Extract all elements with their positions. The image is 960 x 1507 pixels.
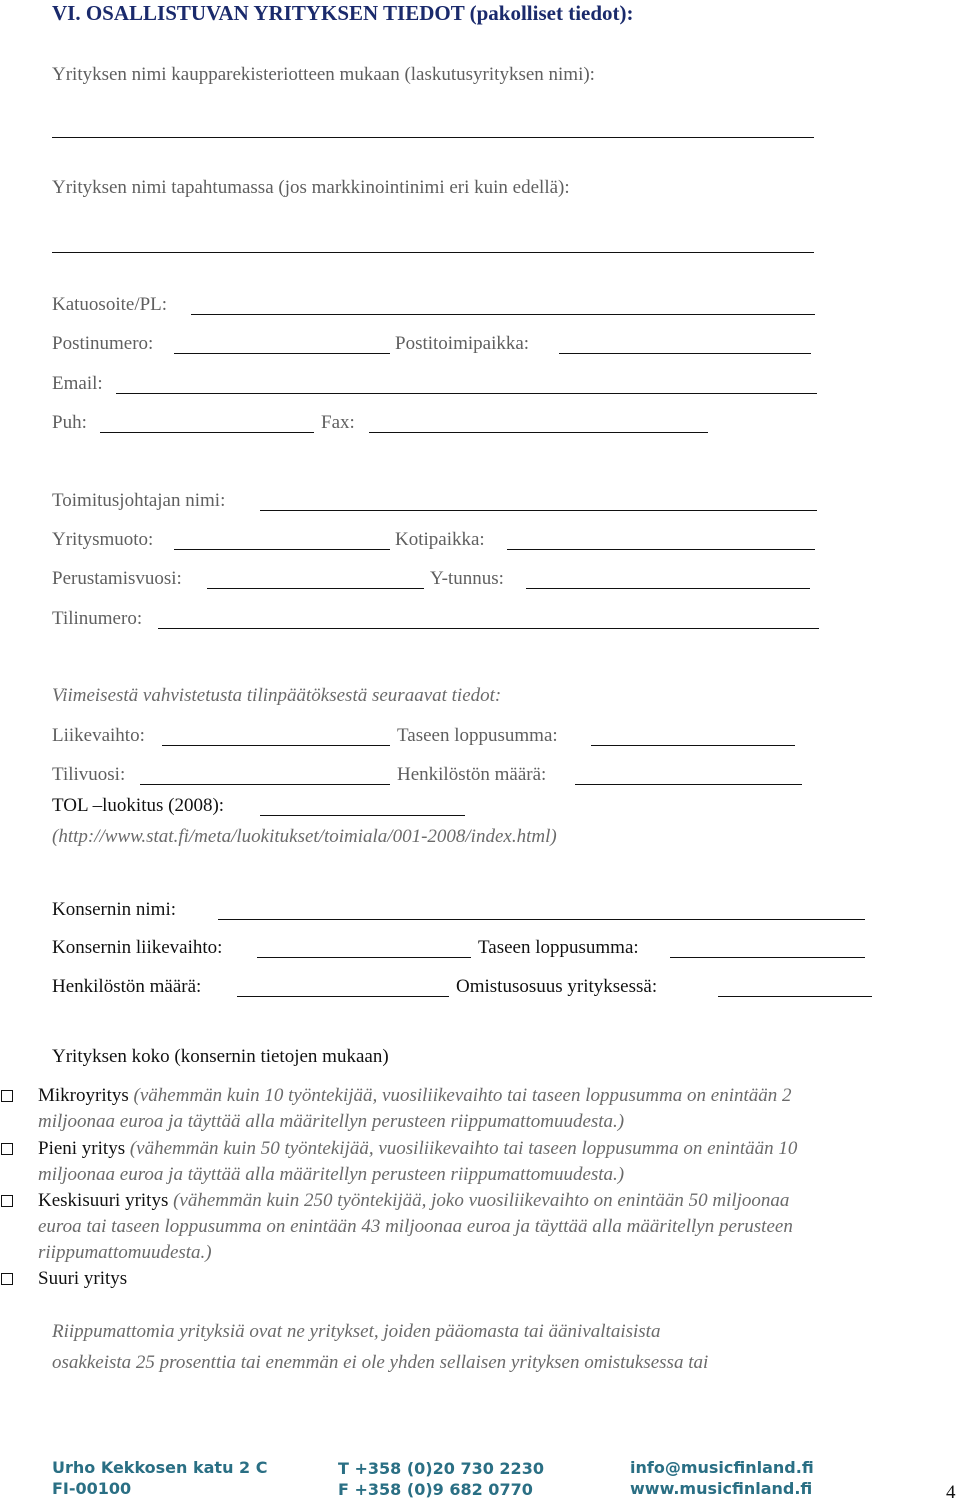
independence-note-2: osakkeista 25 prosenttia tai enemmän ei ole yhden sellaisen yrityksen omistuksessa tai — [52, 1352, 709, 1373]
account-label: Tilinumero: — [52, 608, 143, 629]
financials-intro: Viimeisestä vahvistetusta tilinpäätöksestä seuraavat tiedot: — [52, 685, 502, 706]
tol-url[interactable]: (http://www.stat.fi/meta/luokitukset/toimiala/001-2008/index.html) — [52, 826, 557, 847]
section-title: VI. OSALLISTUVAN YRITYKSEN TIEDOT (pakolliset tiedot): — [52, 1, 634, 25]
footer-fax: F +358 (0)9 682 0770 — [338, 1480, 533, 1499]
group-turnover-field[interactable] — [257, 957, 471, 958]
group-balance-field[interactable] — [670, 957, 865, 958]
micro-label: Mikroyritys — [38, 1085, 129, 1106]
footer-postcode: FI-00100 — [52, 1479, 132, 1498]
company-form-field[interactable] — [174, 549, 390, 550]
medium-checkbox[interactable] — [1, 1195, 13, 1207]
footer-street: Urho Kekkosen katu 2 C — [52, 1458, 268, 1477]
email-field[interactable] — [116, 393, 817, 394]
footer-email[interactable]: info@musicfinland.fi — [630, 1458, 814, 1477]
turnover-field[interactable] — [162, 745, 390, 746]
ownership-label: Omistusosuus yrityksessä: — [456, 976, 658, 997]
company-name-label: Yrityksen nimi kaupparekisteriotteen mukaan (laskutusyrityksen nimi): — [52, 64, 595, 85]
small-label: Pieni yritys — [38, 1138, 126, 1159]
medium-desc-1: (vähemmän kuin 250 työntekijää, joko vuosiliikevaihto on enintään 50 miljoonaa — [173, 1190, 790, 1211]
large-label: Suuri yritys — [38, 1268, 128, 1289]
balance-field[interactable] — [591, 745, 795, 746]
event-name-field[interactable] — [52, 252, 814, 253]
group-name-field[interactable] — [218, 919, 865, 920]
phone-field[interactable] — [100, 432, 314, 433]
company-form-label: Yritysmuoto: — [52, 529, 154, 550]
postcode-label: Postinumero: — [52, 333, 154, 354]
fiscal-year-field[interactable] — [140, 784, 390, 785]
business-id-field[interactable] — [526, 588, 810, 589]
email-label: Email: — [52, 373, 103, 394]
small-checkbox[interactable] — [1, 1143, 13, 1155]
small-desc-1: (vähemmän kuin 50 työntekijää, vuosiliikevaihto tai taseen loppusumma on enintään 10 — [129, 1138, 798, 1159]
fax-field[interactable] — [369, 432, 708, 433]
turnover-label: Liikevaihto: — [52, 725, 145, 746]
ceo-label: Toimitusjohtajan nimi: — [52, 490, 226, 511]
group-staff-field[interactable] — [237, 996, 449, 997]
medium-desc-2: euroa tai taseen loppusumma on enintään 43 miljoonaa euroa ja täyttää alla määritellyn perusteen — [38, 1216, 793, 1237]
founded-label: Perustamisvuosi: — [52, 568, 182, 589]
large-checkbox[interactable] — [1, 1273, 13, 1285]
size-heading: Yrityksen koko (konsernin tietojen mukaan) — [52, 1046, 389, 1067]
group-staff-label: Henkilöstön määrä: — [52, 976, 202, 997]
group-balance-label: Taseen loppusumma: — [478, 937, 639, 958]
micro-checkbox[interactable] — [1, 1090, 13, 1102]
balance-label: Taseen loppusumma: — [397, 725, 558, 746]
independence-note-1: Riippumattomia yrityksiä ovat ne yritykset, joiden pääomasta tai äänivaltaisista — [52, 1321, 661, 1342]
footer-web[interactable]: www.musicfinland.fi — [630, 1479, 813, 1498]
ownership-field[interactable] — [718, 996, 872, 997]
event-name-label: Yrityksen nimi tapahtumassa (jos markkinointinimi eri kuin edellä): — [52, 177, 570, 198]
founded-field[interactable] — [207, 588, 424, 589]
staff-label: Henkilöstön määrä: — [397, 764, 547, 785]
account-field[interactable] — [158, 628, 819, 629]
post-office-label: Postitoimipaikka: — [395, 333, 530, 354]
micro-desc-1: (vähemmän kuin 10 työntekijää, vuosiliikevaihto tai taseen loppusumma on enintään 2 — [133, 1085, 792, 1106]
group-turnover-label: Konsernin liikevaihto: — [52, 937, 223, 958]
micro-desc-2: miljoonaa euroa ja täyttää alla määritellyn perusteen riippumattomuudesta.) — [38, 1111, 625, 1132]
tol-label: TOL –luokitus (2008): — [52, 795, 225, 816]
group-name-label: Konsernin nimi: — [52, 899, 177, 920]
footer-phone: T +358 (0)20 730 2230 — [338, 1459, 544, 1478]
page-number: 4 — [946, 1482, 956, 1503]
fiscal-year-label: Tilivuosi: — [52, 764, 126, 785]
phone-label: Puh: — [52, 412, 87, 433]
staff-field[interactable] — [575, 784, 802, 785]
medium-desc-3: riippumattomuudesta.) — [38, 1242, 212, 1263]
small-desc-2: miljoonaa euroa ja täyttää alla määritellyn perusteen riippumattomuudesta.) — [38, 1164, 625, 1185]
street-field[interactable] — [191, 314, 815, 315]
domicile-label: Kotipaikka: — [395, 529, 485, 550]
postcode-field[interactable] — [174, 353, 390, 354]
business-id-label: Y-tunnus: — [430, 568, 504, 589]
fax-label: Fax: — [321, 412, 355, 433]
company-name-field[interactable] — [52, 137, 814, 138]
medium-label: Keskisuuri yritys — [38, 1190, 169, 1211]
tol-field[interactable] — [260, 815, 465, 816]
ceo-field[interactable] — [260, 510, 817, 511]
domicile-field[interactable] — [507, 549, 815, 550]
post-office-field[interactable] — [559, 353, 811, 354]
street-label: Katuosoite/PL: — [52, 294, 168, 315]
